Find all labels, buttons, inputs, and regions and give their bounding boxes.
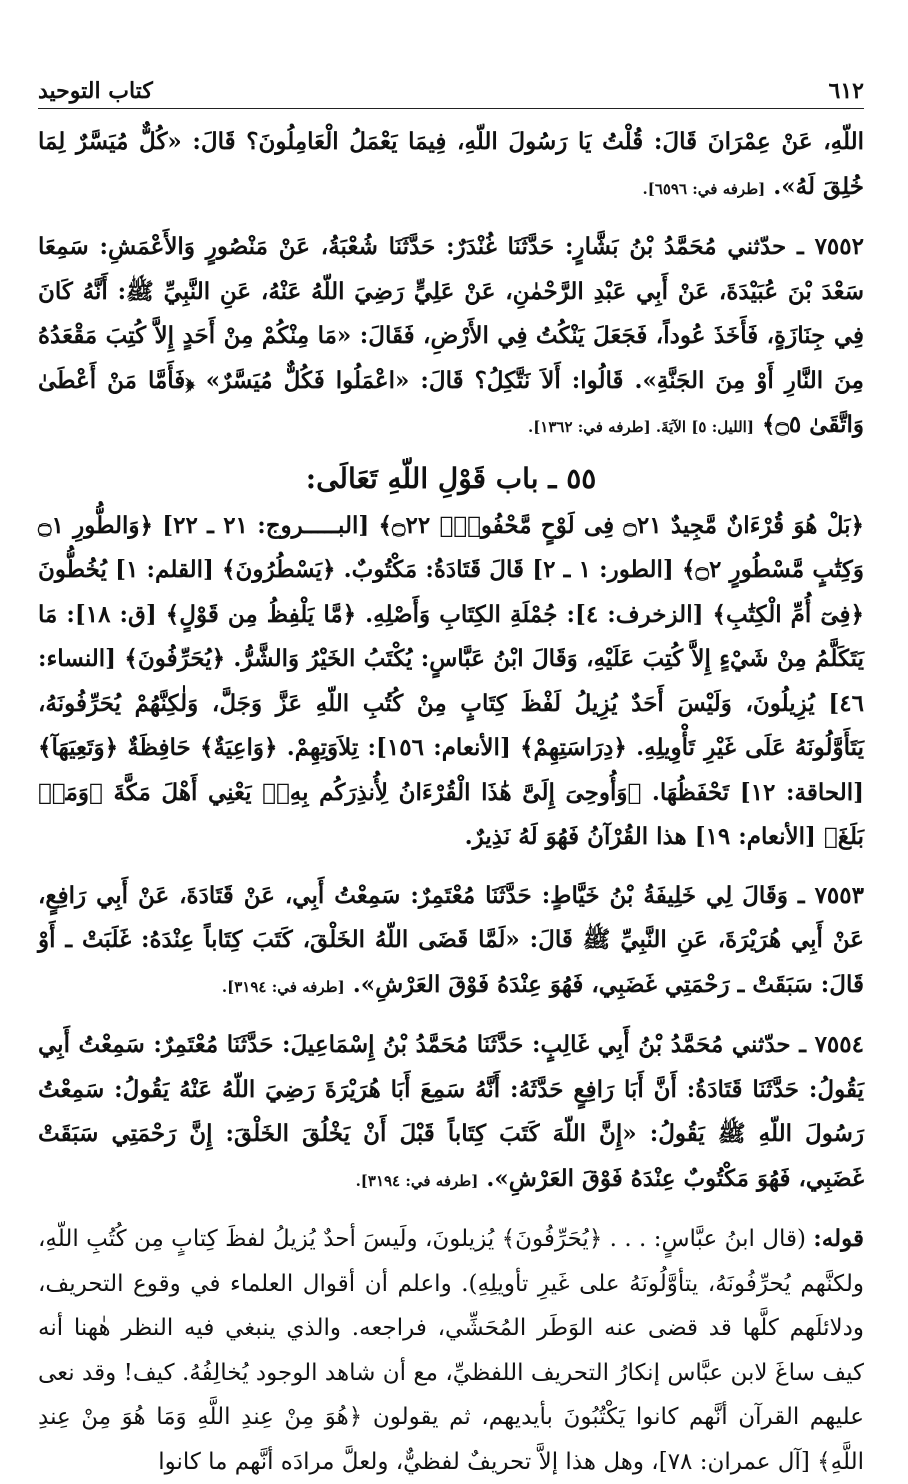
commentary-text: (قال ابنُ عبَّاسٍ: . . . ﴿يُحَرِّفُونَ﴾ يُزيلونَ، ولَيسَ أحدٌ يُزيلُ لفظَ كِتابٍ مِن كُتُبِ اللّهِ، ولكنَّهم يُحرِّفُونَهُ، يتأوَّلُونَهُ على غَيرِ تأويلِهِ). واعلم أن أقوال العلماء في وقوع التحريف، ودلائلَهم كلَّها قد قضى عنه الوَطَر المُحَشِّي، فراجعه. والذي ينبغي فيه النظر هٰهنا أنه كيف ساغَ لابن عبَّاس إنكارُ التحريف اللفظيِّ، مع أن شاهد الوجود يُخالِفُهُ. كيف! وقد نعى عليهم القرآن أنَّهم كانوا يَكْتُبُونَ بأيديهم، ثم يقولون ﴿هُوَ مِنْ عِندِ اللَّهِ وَمَا هُوَ مِنْ عِندِ اللَّهِ﴾ [آل عمران: ٧٨]، وهل هذا إلاَّ تحريفٌ لفظيٌّ، ولعلَّ مرادَه أنَّهم ما كانوا — [38, 1226, 864, 1475]
commentary-label: قوله: — [813, 1225, 865, 1252]
hadith-continuation — [38, 120, 864, 211]
cross-reference: [طرفه في: ٦٥٩٦]. — [642, 179, 766, 198]
hadith-number: ٧٥٥٢ — [814, 233, 864, 260]
hadith-text: ـ حدّثني مُحَمَّدُ بْنُ بَشَّارٍ: حَدَّثَنَا غُنْدَرٌ: حَدَّثَنَا شُعْبَةُ، عَنْ مَنْصُورٍ وَالأَعْمَشِ: سَمِعَا سَعْدَ بْنَ عُبَيْدَةَ، عَنْ أَبِي عَبْدِ الرَّحْمٰنِ، عَنْ عَلِيٍّ رَضِيَ اللّهُ عَنْهُ، عَنِ النَّبِيِّ ﷺ: أَنَّهُ كَانَ فِي جِنَازَةٍ، فَأَخَذَ عُوداً، فَجَعَلَ يَنْكُتُ فِي الأَرْضِ، فَقَالَ: «مَا مِنْكُمْ مِنْ أَحَدٍ إِلاَّ كُتِبَ مَقْعَدُهُ مِنَ النَّارِ أَوْ مِنَ الجَنَّةِ». قَالُوا: أَلاَ نَتَّكِلُ؟ قَالَ: «اعْمَلُوا فَكُلٌّ مُيَسَّرٌ» ﴿فَأَمَّا مَنْ أَعْطَىٰ وَاتَّقَىٰ ۝٥﴾ — [38, 233, 864, 438]
book-title: كتاب التوحيد — [38, 78, 153, 104]
commentary — [38, 1217, 864, 1484]
chapter-commentary — [38, 504, 864, 860]
hadith-7553 — [38, 874, 864, 1010]
page-number: ٦١٢ — [828, 78, 864, 104]
chapter-heading: ٥٥ ـ باب قَوْلِ اللّهِ تَعَالَى: — [305, 461, 597, 495]
cross-reference: [طرفه في: ٣١٩٤]. — [221, 977, 345, 996]
hadith-text: ـ حدّثني مُحَمَّدُ بْنُ أَبِي غَالِبٍ: حَدَّثَنَا مُحَمَّدُ بْنُ إِسْمَاعِيلَ: حَدَّثَنَا مُعْتَمِرٌ: سَمِعْتُ أَبِي يَقُولُ: حَدَّثَنَا قَتَادَةُ: أَنَّ أَبَا رَافِعٍ حَدَّثَهُ: أَنَّهُ سَمِعَ أَبَا هُرَيْرَةَ رَضِيَ اللّهُ عَنْهُ يَقُولُ: سَمِعْتُ رَسُولَ اللّهِ ﷺ يَقُولُ: «إِنَّ اللّهَ كَتَبَ كِتَاباً قَبْلَ أَنْ يَخْلُقَ الخَلْقَ: إِنَّ رَحْمَتِي سَبَقَتْ غَضَبِي، فَهُوَ مَكْتُوبٌ عِنْدَهُ فَوْقَ العَرْشِ». — [38, 1031, 864, 1192]
cross-reference: [الليل: ٥] الآيَةَ. [طرفه في: ١٣٦٢]. — [527, 418, 754, 436]
hadith-7554 — [38, 1023, 864, 1203]
hadith-number: ٧٥٥٤ — [814, 1031, 864, 1058]
page-content — [38, 120, 864, 1484]
hadith-7552 — [38, 225, 864, 450]
hadith-number: ٧٥٥٣ — [814, 881, 864, 909]
commentary-text: ﴿بَلْ هُوَ قُرْءَانٌ مَّجِيدٌ ۝٢١ فِى لَوْحٍ مَّحْفُوظٍۭ ۝٢٢﴾ [البـــــروج: ٢١ ـ ٢٢] ﴿وَالطُّورِ ۝١ وَكِتَٰبٍ مَّسْطُورٍ ۝٢﴾ [الطور: ١ ـ ٢] قَالَ قَتَادَةُ: مَكْتُوبٌ. ﴿يَسْطُرُونَ﴾ [القلم: ١] يُخُطُّونَ ﴿فِىٓ أُمِّ الْكِتَٰبِ﴾ [الزخرف: ٤]: جُمْلَةِ الكِتَابِ وَأَصْلِهِ. ﴿مَّا يَلْفِظُ مِن قَوْلٍ﴾ [ق: ١٨]: مَا يَتَكَلَّمُ مِنْ شَيْءٍ إِلاَّ كُتِبَ عَلَيْهِ، وَقَالَ ابْنُ عَبَّاسٍ: يُكْتَبُ الخَيْرُ وَالشَّرُّ. ﴿يُحَرِّفُونَ﴾ [النساء: ٤٦] يُزِيلُونَ، وَلَيْسَ أَحَدٌ يُزِيلُ لَفْظَ كِتَابٍ مِنْ كُتُبِ اللّهِ عَزَّ وَجَلَّ، وَلٰكِنَّهُمْ يُحَرِّفُونَهُ، يَتَأَوَّلُونَهُ عَلَى غَيْرِ تَأْوِيلِهِ. ﴿دِرَاسَتِهِمْ﴾ [الأنعام: ١٥٦]: تِلاَوَتِهِمْ. ﴿وَاعِيَةٌ﴾ حَافِظَةٌ ﴿وَتَعِيَهَآ﴾ [الحاقة: ١٢] تَحْفَظُهَا. ﴿وَأُوحِىَ إِلَىَّ هَٰذَا الْقُرْءَانُ لِأُنذِرَكُم بِهِۦ﴾ يَعْنِي أَهْلَ مَكَّةَ ﴿وَمَنۢ بَلَغَ﴾ [الأنعام: ١٩] هذا القُرْآنُ فَهُوَ لَهُ نَذِيرٌ. — [38, 511, 864, 850]
hadith-text: اللّهِ، عَنْ عِمْرَانَ قَالَ: قُلْتُ يَا رَسُولَ اللّهِ، فِيمَا يَعْمَلُ الْعَامِلُونَ؟ قَالَ: «كُلٌّ مُيَسَّرٌ لِمَا خُلِقَ لَهُ». — [38, 128, 864, 200]
hadith-text: ـ وَقَالَ لِي خَلِيفَةُ بْنُ خَيَّاطٍ: حَدَّثَنَا مُعْتَمِرٌ: سَمِعْتُ أَبِي، عَنْ قَتَادَةَ، عَنْ أَبِي رَافِعٍ، عَنْ أَبِي هُرَيْرَةَ، عَنِ النَّبِيِّ ﷺ قَالَ: «لَمَّا قَضَى اللّهُ الخَلْقَ، كَتَبَ كِتَاباً عِنْدَهُ: غَلَبَتْ ـ أَوْ قَالَ: سَبَقَتْ ـ رَحْمَتِي غَضَبِي، فَهُوَ عِنْدَهُ فَوْقَ العَرْشِ». — [38, 881, 864, 998]
page-header — [38, 68, 864, 109]
cross-reference: [طرفه في: ٣١٩٤]. — [355, 1171, 479, 1190]
